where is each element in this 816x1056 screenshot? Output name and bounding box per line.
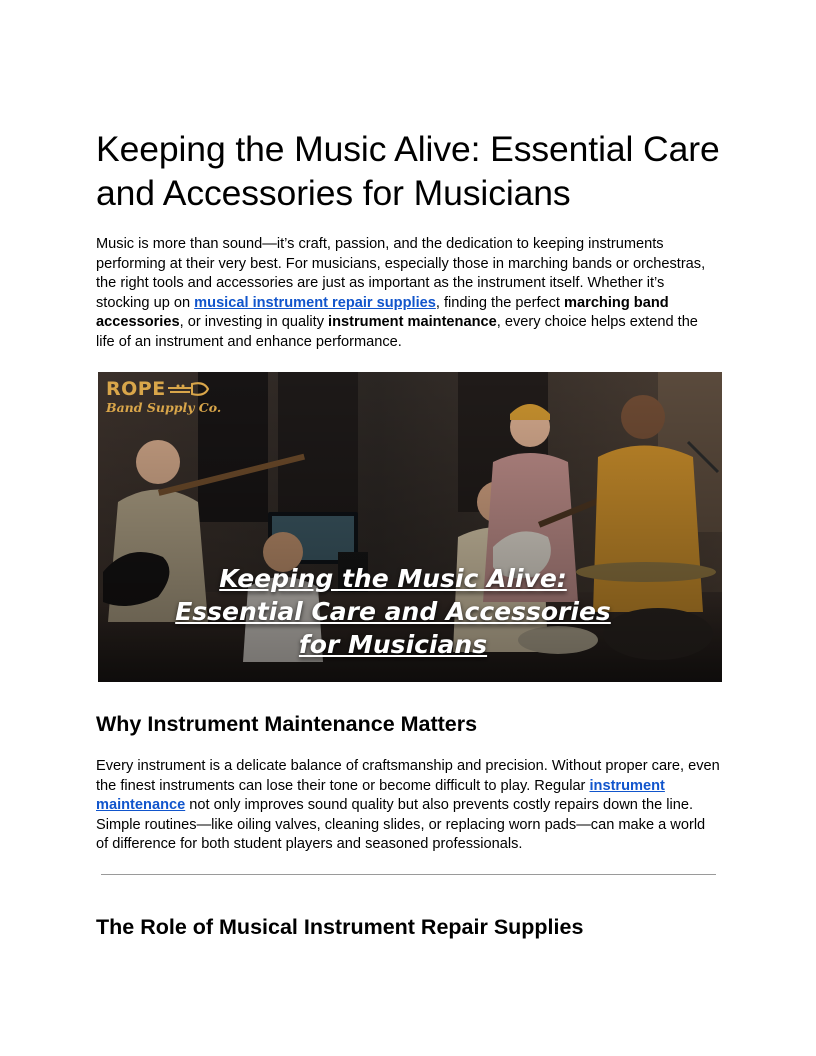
hero-image — [98, 372, 722, 682]
intro-text-3: , or investing in quality — [179, 314, 329, 331]
section-heading-maintenance: Why Instrument Maintenance Matters — [96, 712, 478, 736]
section-heading-repair-supplies: The Role of Musical Instrument Repair Supplies — [96, 915, 584, 939]
intro-paragraph — [96, 235, 720, 353]
brand-logo — [106, 378, 221, 415]
marching-accessories-bold: marching band accessories — [96, 294, 669, 331]
hero-title-line3: for Musicians — [298, 630, 488, 659]
instrument-maintenance-bold: instrument maintenance — [328, 314, 497, 331]
hero-overlay-title — [98, 562, 688, 661]
logo-subtitle: Band Supply Co. — [106, 400, 222, 415]
intro-text-1: Music is more than sound—it’s craft, passion, and the dedication to keeping instruments performing at their very best. For musicians, especially those in marching bands or orchestras, the right tools and accessories are just as important as the instrument itself. Whether it’s stocking up on — [96, 236, 706, 311]
para2-text-2: not only improves sound quality but also prevents costly repairs down the line. Simple routines—like oiling valves, cleaning slides, or replacing worn pads—can make a world of difference for both student players and seasoned professionals. — [96, 797, 706, 853]
repair-supplies-link[interactable]: musical instrument repair supplies — [194, 294, 436, 311]
maintenance-paragraph — [96, 757, 720, 855]
hero-title-line1: Keeping the Music Alive: — [219, 564, 567, 593]
logo-wordmark: ROPE — [106, 378, 166, 400]
intro-text-4: , every choice helps extend the life of an instrument and enhance performance. — [96, 314, 698, 350]
intro-text-2: , finding the perfect — [435, 294, 565, 311]
instrument-maintenance-link[interactable]: instrument maintenance — [96, 777, 665, 814]
page-title: Keeping the Music Alive: Essential Care and Accessories for Musicians — [96, 129, 720, 213]
para2-text-1: Every instrument is a delicate balance of craftsmanship and precision. Without proper care, even the finest instruments can lose their tone or become difficult to play. Regular — [96, 758, 720, 794]
section-divider — [101, 874, 716, 875]
hero-title-line2: Essential Care and Accessories — [175, 597, 611, 626]
trumpet-icon — [166, 379, 210, 399]
